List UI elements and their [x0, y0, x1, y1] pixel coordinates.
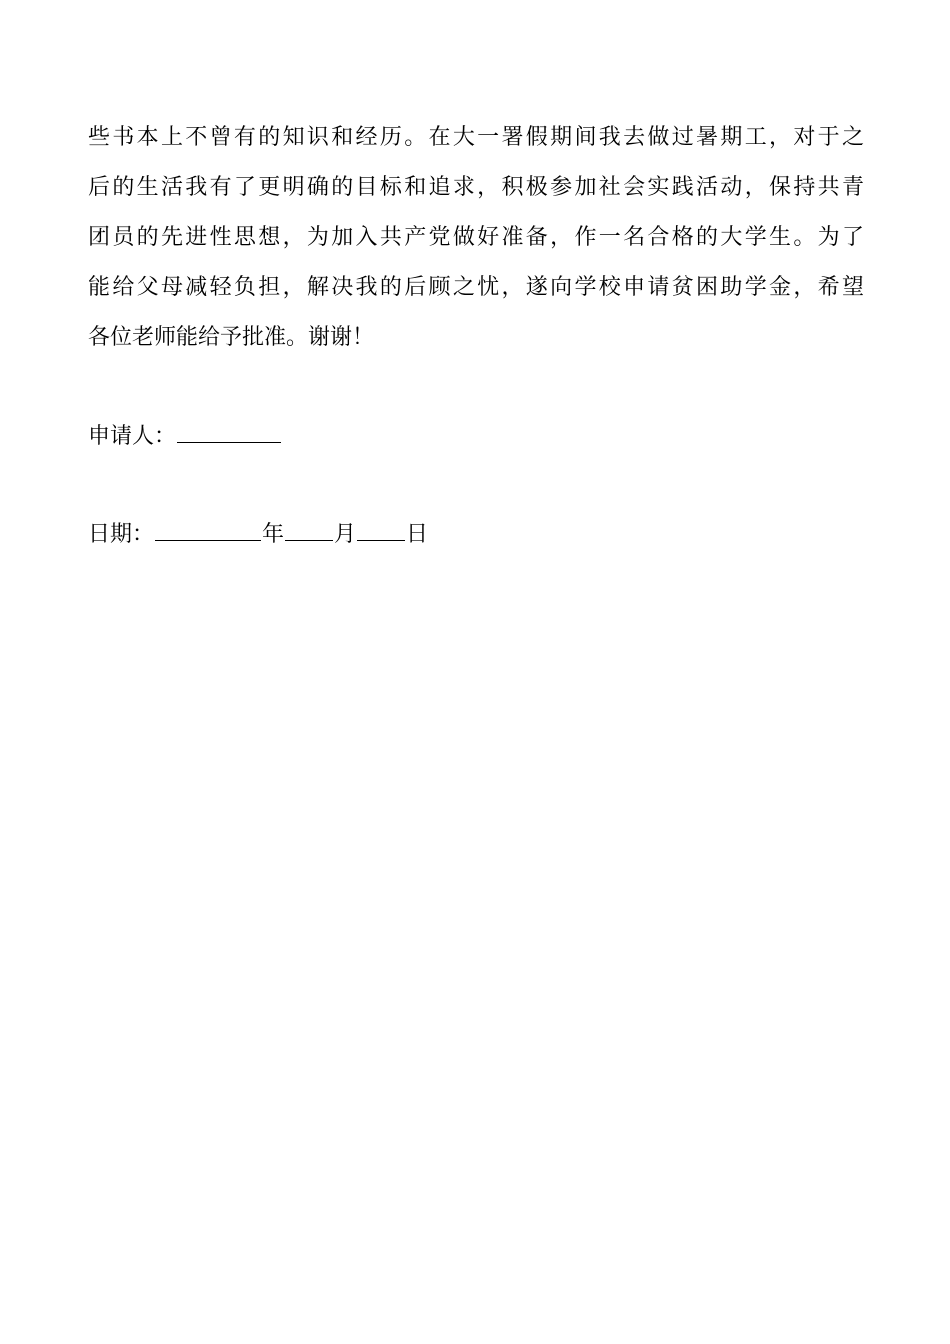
- body-line-2: 后的生活我有了更明确的目标和追求，积极参加社会实践活动，保持共青: [88, 175, 864, 200]
- applicant-row: [88, 420, 282, 452]
- month-label: 月: [334, 522, 357, 547]
- application-body: [88, 116, 864, 366]
- body-line-4: 能给父母减轻负担，解决我的后顾之忧，遂向学校申请贫困助学金，希望: [88, 275, 864, 300]
- body-line-3: 团员的先进性思想，为加入共产党做好准备，作一名合格的大学生。为了: [88, 225, 864, 250]
- body-line-1: 些书本上不曾有的知识和经历。在大一署假期间我去做过暑期工，对于之: [88, 125, 864, 150]
- body-line-5: 各位老师能给予批准。谢谢！: [88, 325, 375, 350]
- date-label: 日期：: [88, 522, 155, 547]
- date-row: [88, 518, 428, 550]
- day-blank: [357, 518, 405, 541]
- year-blank: [155, 518, 261, 541]
- applicant-blank: [177, 420, 281, 443]
- year-label: 年: [262, 522, 285, 547]
- month-blank: [285, 518, 333, 541]
- day-label: 日: [406, 522, 429, 547]
- applicant-label: 申请人：: [88, 424, 177, 449]
